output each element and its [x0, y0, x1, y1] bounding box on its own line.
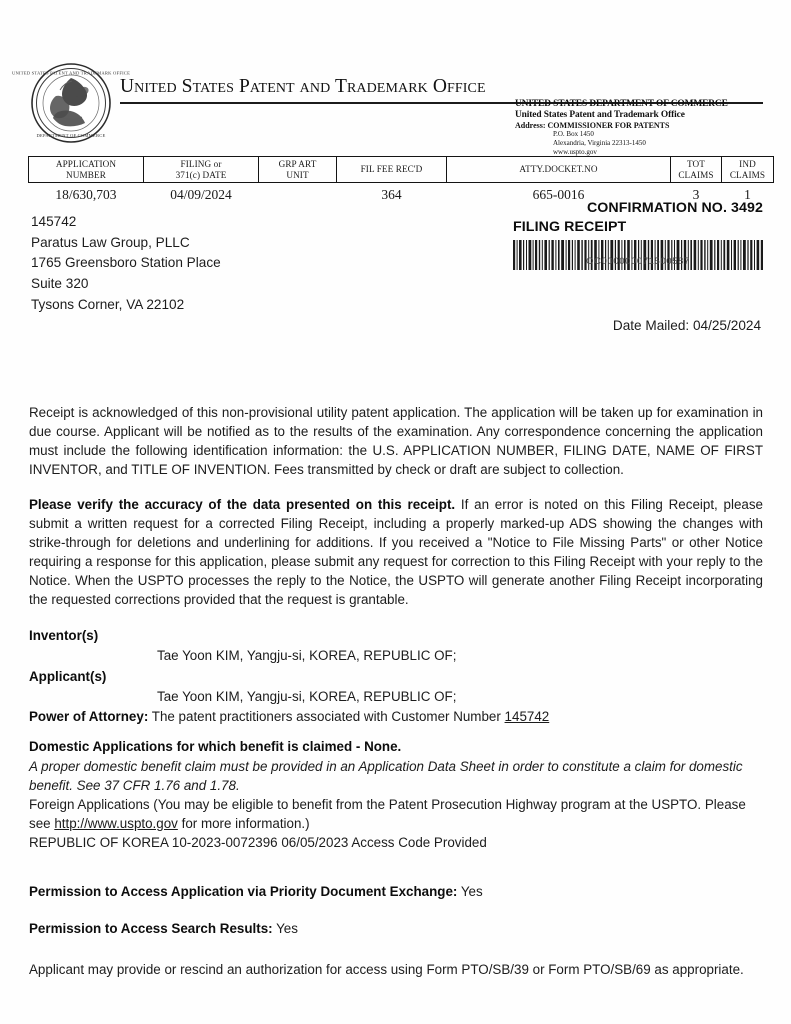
confirmation-number: CONFIRMATION NO. 3492 [586, 200, 763, 216]
domestic-applications-heading: Domestic Applications for which benefit is claimed - None. [29, 738, 402, 754]
permissions-footer-note: Applicant may provide or rescind an authorization for access using Form PTO/SB/39 or Form PTO/SB/69 as appropriate. [29, 962, 744, 978]
acknowledgement-paragraph: Receipt is acknowledged of this non-provisional utility patent application. The application will be taken up for examination in due course. Applicant will be notified as to the results of the examination. Any correspondence concerning the application must include the following identification information: the U.S. APPLICATION NUMBER, FILING DATE, NAME OF FIRST INVENTOR, and TITLE OF INVENTION. Fees transmitted by check or draft are subject to collection. [29, 405, 763, 478]
power-of-attorney [29, 707, 763, 727]
department-address-block [515, 99, 765, 157]
foreign-application-entry: REPUBLIC OF KOREA 10-2023-0072396 06/05/2023 Access Code Provided [29, 835, 487, 851]
td-ind-claims: 1 [744, 187, 751, 202]
filing-receipt-label: FILING RECEIPT [513, 219, 627, 235]
verify-accuracy-rest: If an error is noted on this Filing Receipt, please submit a written request for a corrected Filing Receipt, including a properly marked-up ADS showing the changes with strike-through for deletions and underlining for additions. If you received a "Notice to File Missing Parts" or other Notice requiring a response for this application, please submit any request for correction to this Filing Receipt with your reply to the Notice. When the USPTO processes the reply to the Notice, the USPTO will generate another Filing Receipt incorporating the requested corrections provided that the request is grantable. [29, 497, 763, 608]
foreign-applications-intro [29, 795, 763, 833]
dept-line-pobox: P.O. Box 1450 [553, 130, 594, 139]
power-of-attorney-text: The patent practitioners associated with Customer Number [148, 708, 505, 724]
office-title: United States Patent and Trademark Office [120, 76, 486, 97]
th-fil-fee-recd: FIL FEE REC'D [337, 157, 447, 183]
office-title-wrap [120, 76, 486, 98]
power-of-attorney-customer-number: 145742 [504, 708, 550, 724]
verify-accuracy-paragraph [29, 495, 763, 609]
uspto-link[interactable]: http://www.uspto.gov [54, 816, 178, 832]
correspondence-suite: Suite 320 [31, 275, 89, 291]
th-application-number: APPLICATION NUMBER [29, 157, 144, 183]
correspondence-street: 1765 Greensboro Station Place [31, 255, 221, 271]
barcode [513, 240, 763, 278]
applicant-heading: Applicant(s) [29, 668, 107, 684]
th-atty-docket-no: ATTY.DOCKET.NO [447, 157, 671, 183]
th-ind-claims: IND CLAIMS [722, 157, 774, 183]
domestic-applications-note: A proper domestic benefit claim must be provided in an Application Data Sheet in order to constitute a claim for domestic benefit. See 37 CFR 1.76 and 1.78. [29, 758, 743, 793]
th-grp-art-unit: GRP ART UNIT [259, 157, 337, 183]
dept-line-commissioner: Address: COMMISSIONER FOR PATENTS [515, 121, 670, 131]
svg-text:UNITED STATES PATENT AND TRADE: UNITED STATES PATENT AND TRADEMARK OFFICE [11, 70, 131, 76]
correspondence-firm: Paratus Law Group, PLLC [31, 234, 190, 250]
correspondence-customer-number: 145742 [31, 214, 77, 229]
foreign-intro-before-link: Foreign Applications (You may be eligible to benefit from the Patent Prosecution Highway program at the USPTO. Please see [29, 797, 746, 832]
td-application-number: 18/630,703 [55, 187, 117, 202]
permission-pdx [29, 882, 763, 902]
power-of-attorney-label: Power of Attorney: [29, 708, 149, 724]
uspto-seal-icon [11, 62, 131, 144]
permission-search-value: Yes [272, 921, 298, 937]
permission-search-label: Permission to Access Search Results: [29, 921, 273, 937]
application-data-table [28, 156, 774, 206]
table-header-row [29, 157, 774, 183]
dept-line-city: Alexandria, Virginia 22313-1450 [553, 139, 646, 148]
date-mailed: Date Mailed: 04/25/2024 [612, 318, 761, 333]
inventor-heading: Inventor(s) [29, 628, 99, 644]
svg-text:DEPARTMENT OF COMMERCE: DEPARTMENT OF COMMERCE [36, 133, 106, 138]
barcode-number: OC000000071500587 [586, 256, 690, 267]
td-fil-fee-recd: 364 [381, 187, 402, 202]
dept-line-uspto: United States Patent and Trademark Office [515, 109, 685, 120]
td-tot-claims: 3 [692, 187, 700, 202]
inventor-entry: Tae Yoon KIM, Yangju-si, KOREA, REPUBLIC OF; [157, 648, 457, 664]
applicant-entry: Tae Yoon KIM, Yangju-si, KOREA, REPUBLIC OF; [157, 688, 457, 704]
foreign-intro-after-link: for more information.) [177, 816, 310, 832]
document-header [11, 58, 763, 156]
th-tot-claims: TOT CLAIMS [671, 157, 722, 183]
document-body [29, 403, 763, 979]
permission-pdx-label: Permission to Access Application via Priority Document Exchange: [29, 884, 458, 900]
dept-line-commerce: UNITED STATES DEPARTMENT OF COMMERCE [515, 99, 728, 109]
th-filing-date: FILING or 371(c) DATE [144, 157, 259, 183]
td-filing-date: 04/09/2024 [170, 187, 232, 202]
dept-line-website: www.uspto.gov [553, 147, 597, 156]
correspondence-address [31, 212, 221, 315]
td-grp-art-unit [259, 183, 337, 207]
td-atty-docket-no: 665-0016 [532, 187, 585, 202]
correspondence-city-state-zip: Tysons Corner, VA 22102 [31, 296, 185, 312]
verify-accuracy-lead: Please verify the accuracy of the data presented on this receipt. [29, 497, 456, 513]
permission-pdx-value: Yes [457, 884, 483, 900]
permission-search-results [29, 919, 763, 939]
